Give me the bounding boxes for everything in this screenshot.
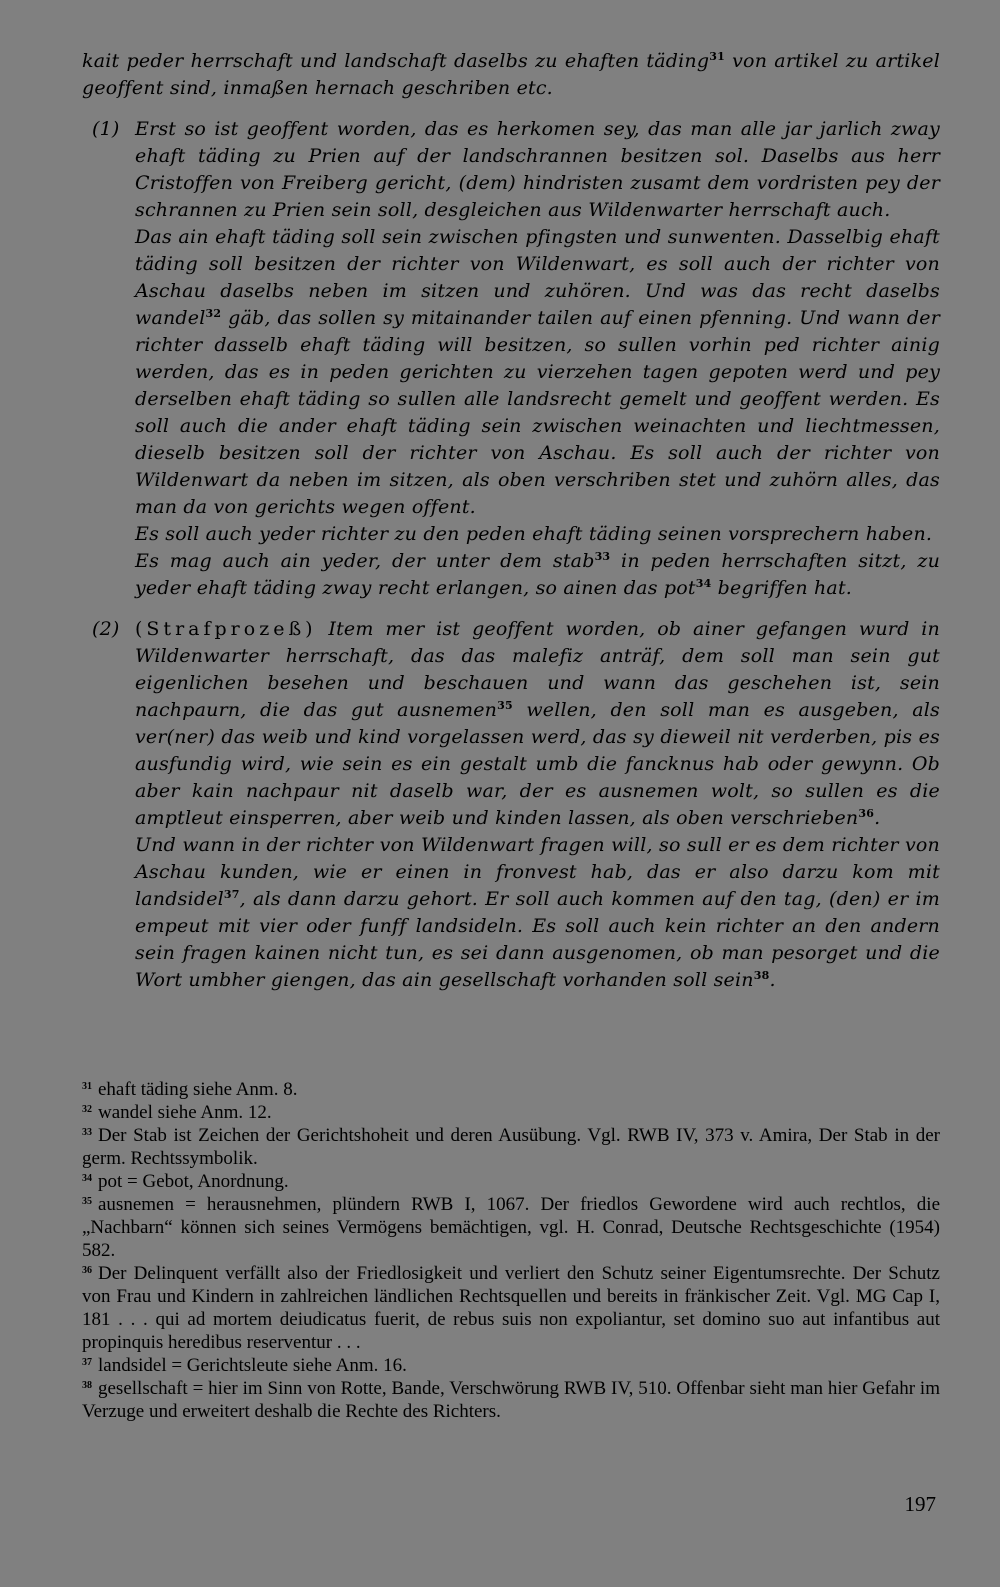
section-number: (2) <box>92 618 120 640</box>
footnote-ref: 32 <box>205 307 222 320</box>
paragraph <box>135 832 940 994</box>
footnote-ref: 33 <box>594 550 611 563</box>
footnote-text: wandel siehe Anm. 12. <box>98 1102 272 1123</box>
footnote-number: 32 <box>82 1104 92 1115</box>
paragraph-text: wellen, den soll man es ausgeben, als ver(ner) das weib und kind vorgelassen werd, das sy dieweil nit verderben, pis es ausfundig wird, wie sein es ein gestalt umb die fancknus hab oder gewynn. Ob aber kain nachpaur nit daselb war, der es ausnemen wolt, so sullen es die amptleut einsperren, aber weib und kinden lassen, als oben verschrieben <box>135 699 940 829</box>
intro-paragraph <box>82 48 940 102</box>
footnote-number: 36 <box>82 1265 92 1276</box>
paragraph <box>135 224 940 521</box>
paragraph <box>135 548 940 602</box>
footnote-text: Der Delinquent verfällt also der Friedlosigkeit und verliert den Schutz seiner Eigentumsrechte. Der Schutz von Frau und Kindern in zahlreichen ländlichen Rechtsquellen und bereits in fränkischer Zeit. Vgl. MG Cap I, 181 . . . qui ad mortem deiudicatus fuerit, de rebus suis non expoliantur, set domino suo aut infantibus aut propinquis heredibus reserventur . . . <box>82 1263 940 1353</box>
paragraph-text: Und wann in der richter von Wildenwart fragen will, so sull er es dem richter von Aschau kunden, wie er einen in fronvest hab, das er also darzu kom mit landsidel <box>135 834 940 910</box>
footnote-ref: 36 <box>858 807 875 820</box>
footnote-number: 38 <box>82 1380 92 1391</box>
paragraph-text: Das ain ehaft täding soll sein zwischen pfingsten und sunwenten. Dasselbig ehaft täding soll besitzen der richter von Wildenwart, es soll auch der richter von Aschau daselbs neben im sitzen und zuhören. Und was das recht daselbs wandel <box>135 226 940 329</box>
section-heading: (Strafprozeß) <box>135 618 317 640</box>
footnote-ref: 37 <box>223 888 240 901</box>
footnote-ref: 34 <box>695 577 712 590</box>
footnote-ref: 31 <box>709 50 725 63</box>
footnote <box>82 1377 940 1423</box>
footnote <box>82 1170 940 1193</box>
footnote <box>82 1262 940 1354</box>
footnote-number: 34 <box>82 1173 92 1184</box>
footnote-text: ausnemen = herausnehmen, plündern RWB I, 1067. Der friedlos Gewordene wird auch rechtlos, die „Nachbarn“ können sich seines Vermögens bemächtigen, vgl. H. Conrad, Deutsche Rechtsgeschichte (1954) 582. <box>82 1194 940 1261</box>
footnote-number: 35 <box>82 1196 92 1207</box>
footnote <box>82 1354 940 1377</box>
footnote <box>82 1101 940 1124</box>
paragraph-text: gäb, das sollen sy mitainander tailen auf einen pfenning. Und wann der richter dasselb ehaft täding will besitzen, so sullen vorhin ped richter ainig werden, das es in peden gerichten zu vierzehen tagen gepoten werd und pey derselben ehaft täding so sullen alle landsrecht gemelt und geoffent werden. Es soll auch die ander ehaft täding sein zwischen weinachten und liechtmessen, dieselb besitzen soll der richter von Aschau. Es soll auch der richter von Wildenwart da neben im sitzen, als oben verschriben stet und zuhörn alles, das man da von gerichts wegen offent. <box>135 307 940 518</box>
paragraph-text: Es soll auch yeder richter zu den peden ehaft täding seinen vorsprechern haben. <box>135 523 933 545</box>
footnote-text: gesellschaft = hier im Sinn von Rotte, Bande, Verschwörung RWB IV, 510. Offenbar sieht man hier Gefahr im Verzuge und erweitert deshalb die Rechte des Richters. <box>82 1378 940 1422</box>
footnote-number: 31 <box>82 1081 92 1092</box>
section-1 <box>82 116 940 602</box>
footnote-text: ehaft täding siehe Anm. 8. <box>98 1079 298 1100</box>
main-text <box>82 48 940 1008</box>
footnote <box>82 1124 940 1170</box>
intro-text: von artikel zu artikel geoffent sind, inmaßen hernach geschriben etc. <box>82 50 941 99</box>
page-number: 197 <box>904 1492 936 1516</box>
footnote-number: 33 <box>82 1127 92 1138</box>
paragraph-text: Erst so ist geoffent worden, das es herkomen sey, das man alle jar jarlich zway ehaft täding zu Prien auf der landschrannen besitzen sol. Daselbs aus herr Cristoffen von Freiberg gericht, (dem) hindristen zusamt dem vordristen pey der schrannen zu Prien sein soll, desgleichen aus Wildenwarter herrschaft auch. <box>135 118 940 221</box>
paragraph-text: . <box>874 807 881 829</box>
paragraph-text: Item mer ist geoffent worden, ob ainer gefangen wurd in Wildenwarter herrschaft, das das malefiz anträf, dem soll man sein gut eigenlichen besehen und beschauen und wann das geschehen ist, sein nachpaurn, die das gut ausnemen <box>135 618 940 721</box>
footnote-number: 37 <box>82 1357 92 1368</box>
section-number: (1) <box>92 118 120 140</box>
section-2 <box>82 616 940 994</box>
footnote-text: Der Stab ist Zeichen der Gerichtshoheit und deren Ausübung. Vgl. RWB IV, 373 v. Amira, Der Stab in der germ. Rechtssymbolik. <box>82 1125 940 1169</box>
paragraph-text: . <box>769 969 776 991</box>
footnote-text: landsidel = Gerichtsleute siehe Anm. 16. <box>98 1355 407 1376</box>
paragraph <box>135 616 940 832</box>
footnote-ref: 35 <box>497 699 513 712</box>
footnote <box>82 1078 940 1101</box>
footnote-text: pot = Gebot, Anordnung. <box>98 1171 289 1192</box>
paragraph-text: , als dann darzu gehort. Er soll auch kommen auf den tag, (den) er im empeut mit vier oder funff landsideln. Es soll auch kein richter an den andern sein fragen kainen nicht tun, es sei dann ausgenomen, ob man pesorget und die Wort umbher giengen, das ain gesellschaft vorhanden soll sein <box>135 888 940 991</box>
footnote <box>82 1193 940 1262</box>
paragraph <box>135 521 940 548</box>
footnote-ref: 38 <box>753 969 770 982</box>
paragraph-text: in peden herrschaften sitzt, zu yeder ehaft täding zway recht erlangen, so ainen das pot <box>135 550 941 599</box>
intro-text: kait peder herrschaft und landschaft daselbs zu ehaften täding <box>82 50 710 72</box>
paragraph <box>135 116 940 224</box>
paragraph-text: Es mag auch ain yeder, der unter dem stab <box>135 550 595 572</box>
paragraph-text: begriffen hat. <box>711 577 853 599</box>
footnotes <box>82 1078 940 1423</box>
